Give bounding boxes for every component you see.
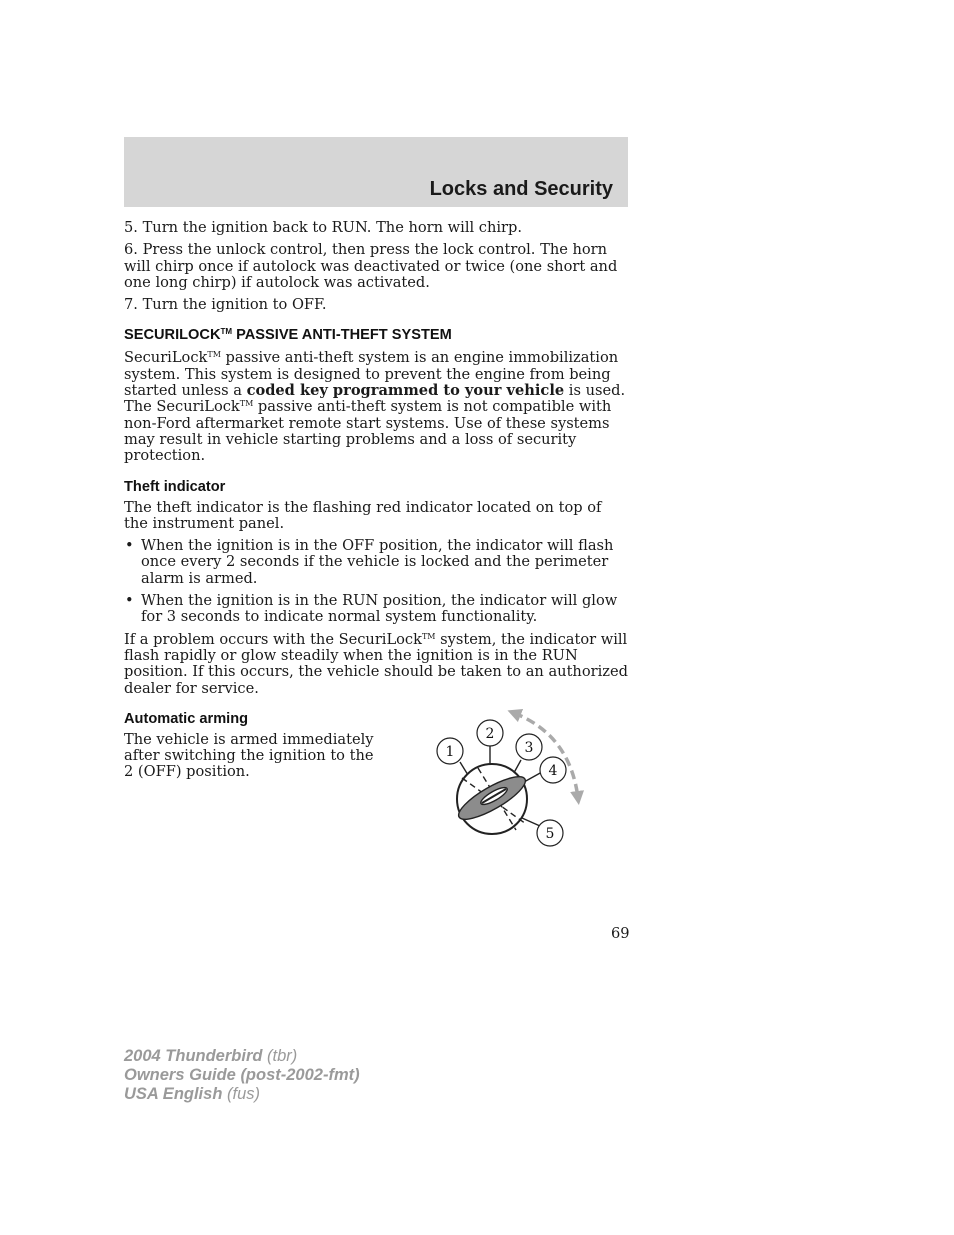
svg-text:5: 5 <box>545 826 555 842</box>
leader-line-5 <box>522 818 540 826</box>
footer-line-1: 2004 Thunderbird (tbr) <box>124 1047 298 1065</box>
trademark-mark: TM <box>239 399 254 409</box>
callout-3 <box>516 734 542 760</box>
page-number: 69 <box>611 925 630 942</box>
trademark-mark: TM <box>207 350 221 360</box>
callout-4 <box>540 757 566 783</box>
theft-intro: The theft indicator is the flashing red indicator located on top of the instrument panel. <box>124 498 602 532</box>
trademark-mark: TM <box>220 327 233 337</box>
callout-1 <box>437 738 463 764</box>
section-title: Locks and Security <box>429 178 613 200</box>
footer-line-2: Owners Guide (post-2002-fmt) <box>124 1066 360 1084</box>
automatic-arming-text: The vehicle is armed immediately after switching the ignition to the 2 (OFF) position. <box>124 730 374 781</box>
callout-2 <box>477 720 503 746</box>
trademark-mark: TM <box>421 631 436 641</box>
page-content <box>124 220 629 781</box>
theft-bullet-list <box>124 538 629 625</box>
footer-line-3: USA English (fus) <box>124 1085 260 1103</box>
svg-text:3: 3 <box>524 740 534 756</box>
step-7: 7. Turn the ignition to OFF. <box>124 296 327 314</box>
leader-line-4 <box>524 772 542 782</box>
theft-problem-paragraph: If a problem occurs with the SecuriLock™ system, the indicator will flash rapidly or glow steadily when the ignition is in the RUN position. If this occurs, the vehicle should be taken to an authorized dealer for service. <box>124 630 628 697</box>
automatic-arming-heading: Automatic arming <box>124 710 249 727</box>
svg-text:4: 4 <box>548 763 558 779</box>
svg-text:2: 2 <box>485 726 495 742</box>
callout-5 <box>537 820 563 846</box>
coded-key-emphasis: coded key programmed to your vehicle <box>246 382 565 400</box>
document-footer <box>124 1047 360 1104</box>
theft-indicator-heading: Theft indicator <box>124 478 226 495</box>
list-item: • When the ignition is in the OFF position, the indicator will flash once every 2 seconds if the vehicle is locked and the perimeter alarm is armed. <box>124 538 629 587</box>
header-band <box>124 137 628 207</box>
svg-text:1: 1 <box>445 744 455 760</box>
securilock-paragraph: SecuriLock™ passive anti-theft system is an engine immobilization system. This system is designed to prevent the engine from being started unless a coded key programmed to your vehicle is used. The SecuriLock™ passive anti-theft system is not compatible with non-Ford aftermarket remote start systems. Use of these systems may result in vehicle starting problems and a loss of security protection. <box>124 349 626 465</box>
step-5: 5. Turn the ignition back to RUN. The horn will chirp. <box>124 219 523 236</box>
list-item: • When the ignition is in the RUN position, the indicator will glow for 3 seconds to indicate normal system functionality. <box>124 593 629 626</box>
securilock-heading: SECURILOCK™ PASSIVE ANTI-THEFT SYSTEM <box>124 327 452 344</box>
ignition-diagram <box>430 700 600 850</box>
step-6: 6. Press the unlock control, then press the lock control. The horn will chirp once if autolock was deactivated or twice (one short and one long chirp) if autolock was activated. <box>124 241 618 291</box>
